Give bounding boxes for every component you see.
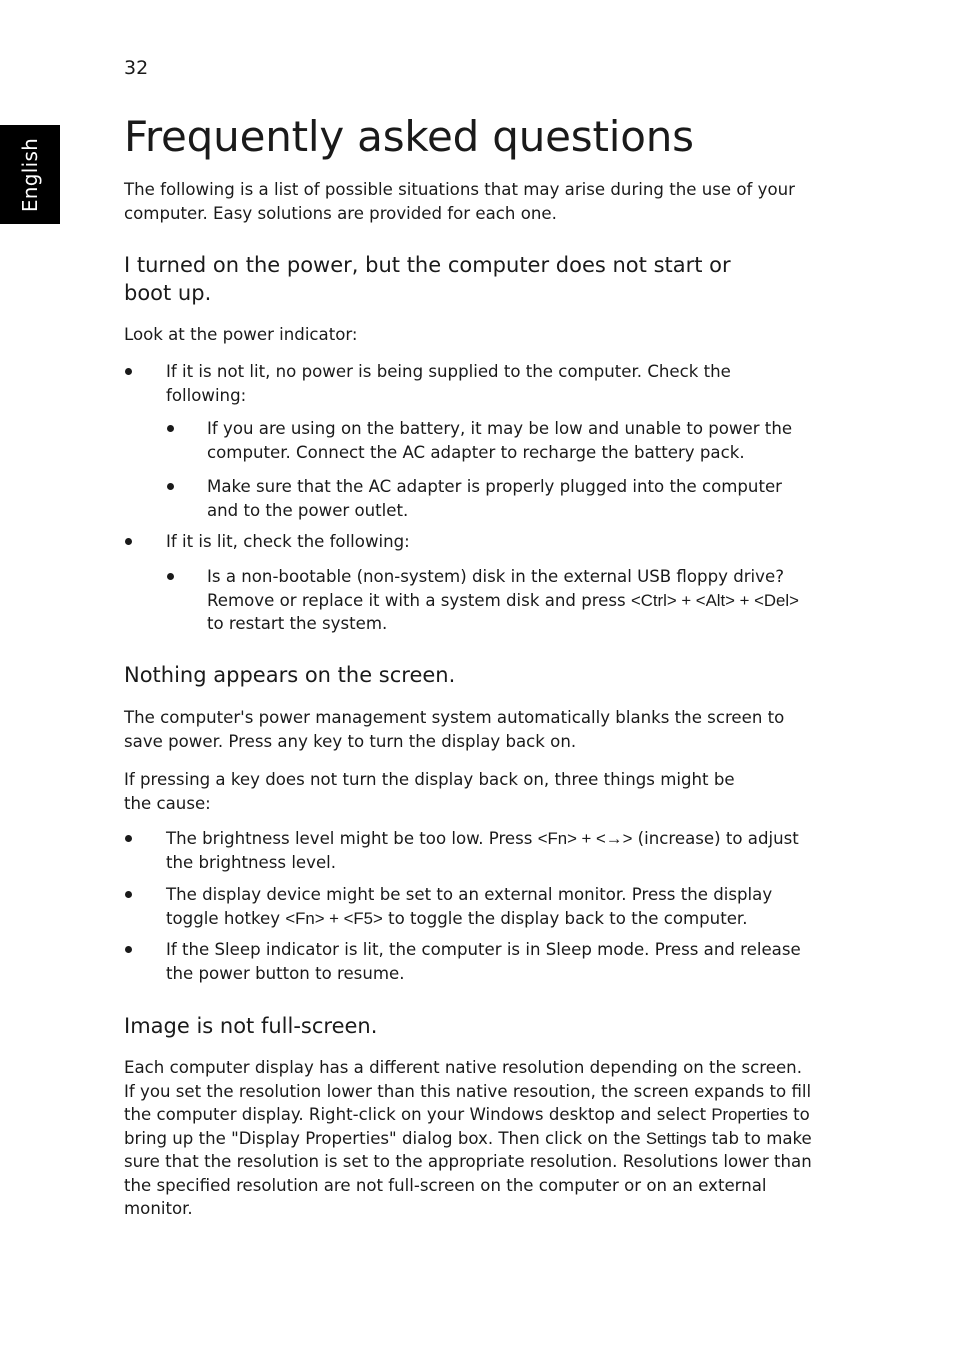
list-item <box>124 827 814 874</box>
list-item-text: If it is not lit, no power is being supplied to the computer. Check the following: <box>166 362 731 405</box>
list-item <box>124 565 814 636</box>
language-tab <box>0 125 60 224</box>
bullet-dot <box>167 573 174 580</box>
text-fragment: The display device might be set to an external monitor. Press the display toggle hotkey <box>166 885 773 928</box>
power-lead: Look at the power indicator: <box>124 325 358 344</box>
section-heading-screen: Nothing appears on the screen. <box>124 663 456 687</box>
list-item <box>124 530 814 554</box>
list-item-text <box>166 827 811 874</box>
key-combination: <Fn> + <→> <box>537 829 633 848</box>
text-fragment: Is a non-bootable (non-system) disk in the external USB floppy drive? Remove or replace it with a system disk and press <box>207 567 784 610</box>
list-item-text <box>207 565 812 636</box>
screen-paragraph-1: The computer's power management system automatically blanks the screen to save power. Press any key to turn the display back on. <box>124 708 785 751</box>
list-item-text: If the Sleep indicator is lit, the computer is in Sleep mode. Press and release the power button to resume. <box>166 940 801 983</box>
text-fragment: The brightness level might be too low. Press <box>166 829 538 848</box>
key-combination: <Fn> + <F5> <box>285 908 383 928</box>
list-item-text: If it is lit, check the following: <box>166 532 410 551</box>
list-item-text: If you are using on the battery, it may be low and unable to power the computer. Connect the AC adapter to recharge the battery pack. <box>207 419 793 462</box>
list-item <box>124 938 814 985</box>
list-item <box>124 475 814 522</box>
text-fragment: to bring up the "Display Properties" dialog box. Then click on the <box>124 1105 810 1148</box>
section-heading-power: I turned on the power, but the computer does not start or boot up. <box>124 253 731 305</box>
text-fragment: (increase) to adjust the brightness level. <box>166 829 799 872</box>
intro-paragraph: The following is a list of possible situations that may arise during the use of your computer. Easy solutions are provided for each one. <box>124 180 795 223</box>
bullet-dot <box>125 835 132 842</box>
text-fragment: to restart the system. <box>207 614 388 633</box>
key-combination: <Ctrl> + <Alt> + <Del> <box>630 590 799 610</box>
ui-term-properties: Properties <box>711 1105 788 1124</box>
text-fragment: Each computer display has a different native resolution depending on the screen. If you set the resolution lower than this native resoution, the screen expands to fill the computer display. Right-click on your Windows desktop and select <box>124 1058 812 1124</box>
section-heading-fullscreen: Image is not full-screen. <box>124 1014 378 1038</box>
ui-term-settings: Settings <box>645 1128 707 1148</box>
bullet-dot <box>167 483 174 490</box>
bullet-dot <box>125 946 132 953</box>
list-item <box>124 417 814 464</box>
bullet-dot <box>125 368 132 375</box>
bullet-dot <box>125 538 132 545</box>
bullet-dot <box>125 891 132 898</box>
page-title: Frequently asked questions <box>124 112 694 161</box>
list-item-text: Make sure that the AC adapter is properly plugged into the computer and to the power outlet. <box>207 477 782 520</box>
list-item <box>124 883 814 930</box>
fullscreen-paragraph <box>124 1056 814 1221</box>
language-tab-label: English <box>18 137 42 213</box>
page-number: 32 <box>124 57 149 79</box>
bullet-dot <box>167 425 174 432</box>
list-item-text <box>166 883 811 930</box>
list-item <box>124 360 814 407</box>
text-fragment: to toggle the display back to the computer. <box>382 908 748 928</box>
text-fragment: tab to make sure that the resolution is set to the appropriate resolution. Resolutions lower than the specified resolution are not full-screen on the computer or on an external monitor. <box>124 1128 812 1218</box>
screen-paragraph-2: If pressing a key does not turn the display back on, three things might be the cause: <box>124 770 735 813</box>
